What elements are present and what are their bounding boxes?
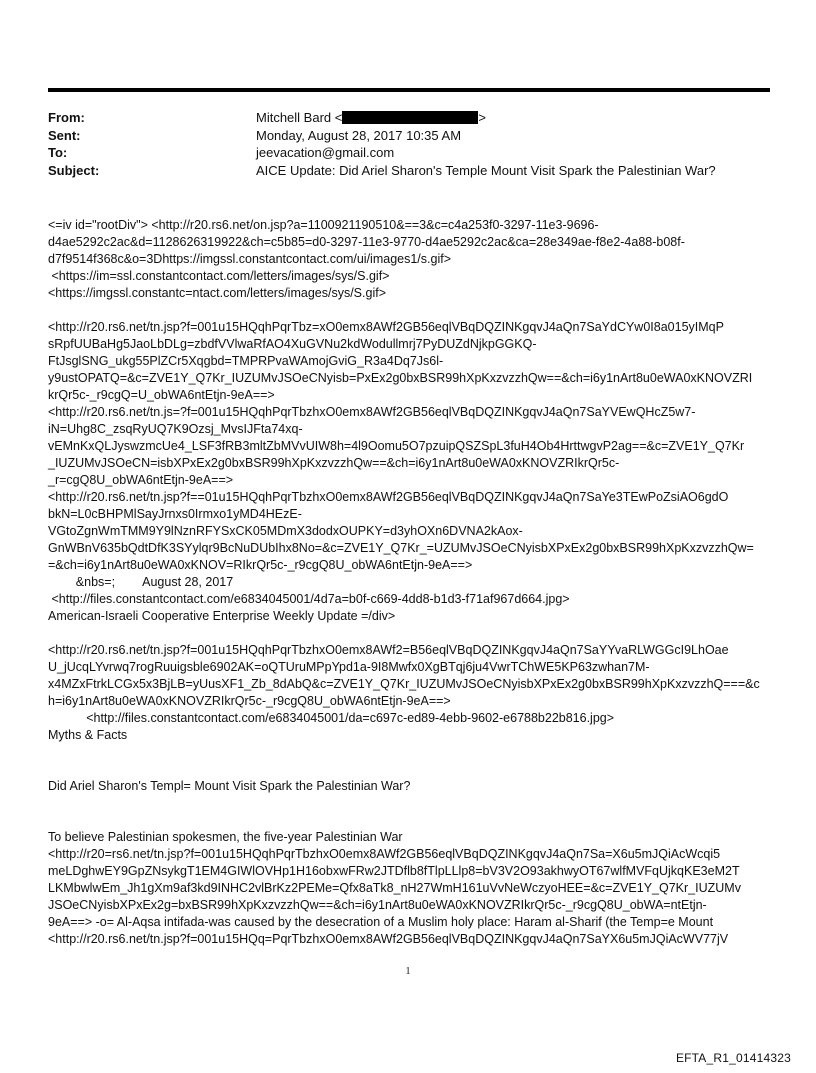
sent-label: Sent: <box>48 127 81 143</box>
body-line: U_jUcqLYvrwq7rogRuuigsble6902AK=oQTUruMPpYpd1a-9I8Mwfx0XgBTqj6ju4VwrTChWE5KP63zwhan7M- <box>48 660 650 674</box>
body-line: <http://files.constantcontact.com/e6834045001/4d7a=b0f-c669-4dd8-b1d3-f71af967d664.jpg> <box>48 592 570 606</box>
body-line: sRpfUUBaHg5JaoLbDLg=zbdfVVlwaRfAO4XuGVNu2kdWodullmrj7PyDUZdNjkpGGKQ- <box>48 337 537 351</box>
header-rule <box>48 88 770 92</box>
sent-value: Monday, August 28, 2017 10:35 AM <box>256 127 462 143</box>
from-label: From: <box>48 110 85 125</box>
body-line: FtJsglSNG_ukg55PlZCr5Xqgbd=TMPRPvaWAmojGviG_R3a4Dq7Js6l- <box>48 354 444 368</box>
body-line: =&ch=i6y1nArt8u0eWA0xKNOV=RIkrQr5c-_r9cgQ8U_obWA6ntEtjn-9eA==> <box>48 558 473 572</box>
body-line: <http://r20.rs6.net/tn.jsp?f==01u15HQqhPqrTbzhxO0emx8AWf2GB56eqlVBqDQZINKgqvJ4aQn7SaYe3TEwPoZsiAO6gdO <box>48 490 729 504</box>
document-id: EFTA_R1_01414323 <box>675 1051 791 1065</box>
body-line: Did Ariel Sharon's Templ= Mount Visit Spark the Palestinian War? <box>48 779 411 793</box>
body-line: American-Israeli Cooperative Enterprise Weekly Update =/div> <box>48 609 396 623</box>
subject-label: Subject: <box>48 162 100 178</box>
body-line: y9ustOPATQ=&c=ZVE1Y_Q7Kr_IUZUMvJSOeCNyisb=PxEx2g0bxBSR99hXpKxzvzzhQw==&ch=i6y1nArt8u0eWA0xKNOVZRI <box>48 371 753 385</box>
body-line: &nbs=; August 28, 2017 <box>48 575 234 589</box>
email-header <box>48 109 778 179</box>
body-line: 9eA==> -o= Al-Aqsa intifada-was caused by the desecration of a Muslim holy place: Haram al-Sharif (the Temp=e Mount <box>48 915 714 929</box>
body-line: krQr5c-_r9cgQ=U_obWA6ntEtjn-9eA==> <box>48 388 275 402</box>
subject-value: AICE Update: Did Ariel Sharon's Temple Mount Visit Spark the Palestinian War? <box>256 162 716 178</box>
body-line: <https://im=ssl.constantcontact.com/letters/images/sys/S.gif> <box>48 269 390 283</box>
body-line: VGtoZgnWmTMM9Y9lNznRFYSxCK05MDmX3dodxOUPKY=d3yhOXn6DVNA2kAox- <box>48 524 523 538</box>
body-line <box>48 761 778 778</box>
body-line: iN=Uhg8C_zsqRyUQ7K9Ozsj_MvsIJFta74xq- <box>48 422 303 436</box>
page-number: 1 <box>405 966 411 977</box>
redaction-box <box>342 111 478 124</box>
body-line: <http://r20=rs6.net/tn.jsp?f=001u15HQqhPqrTbzhxO0emx8AWf2GB56eqlVBqDQZINKgqvJ4aQn7Sa=X6u5mJQiAcWcqi5 <box>48 847 721 861</box>
body-line: meLDghwEY9GpZNsykgT1EM4GIWlOVHp1H16obxwFRw2JTDflb8fTlpLLlp8=bV3V2O93akhwyOT67wlfMVFqUjkqKE3eM2T <box>48 864 740 878</box>
to-label: To: <box>48 145 68 160</box>
body-line: x4MZxFtrkLCGx5x3BjLB=yUusXF1_Zb_8dAbQ&c=ZVE1Y_Q7Kr_IUZUMvJSOeCNyisbXPxEx2g0bxBSR99hXpKxzvzzhQ===&c <box>48 677 760 691</box>
to-value: jeevacation@gmail.com <box>256 145 395 160</box>
body-line: <http://r20.rs6.net/tn.jsp?f=001u15HQq=PqrTbzhxO0emx8AWf2GB56eqlVBqDQZINKgqvJ4aQn7SaYX6u5mJQiAcWV77jV <box>48 932 729 946</box>
to-row <box>48 144 778 162</box>
body-line: <http://r20.rs6.net/tn.js=?f=001u15HQqhPqrTbzhxO0emx8AWf2GB56eqlVBqDQZINKgqvJ4aQn7SaYVEwQHcZ5w7- <box>48 405 696 419</box>
body-line: vEMnKxQLJyswzmcUe4_LSF3fRB3mltZbMVvUIW8h=4l9Oomu5O7pzuipQSZSpL3fuH4Ob4HrttwgvP2ag==&c=ZVE1Y_Q7Kr <box>48 439 745 453</box>
body-line: _IUZUMvJSOeCN=isbXPxEx2g0bxBSR99hXpKxzvzzhQw==&ch=i6y1nArt8u0eWA0xKNOVZRIkrQr5c- <box>48 456 620 470</box>
body-line: Myths & Facts <box>48 728 128 742</box>
body-line <box>48 795 778 812</box>
body-line: To believe Palestinian spokesmen, the five-year Palestinian War <box>48 830 403 844</box>
body-line <box>48 302 778 319</box>
body-line: h=i6y1nArt8u0eWA0xKNOVZRIkrQr5c-_r9cgQ8U_obWA6ntEtjn-9eA==> <box>48 694 451 708</box>
body-line: <http://r20.rs6.net/tn.jsp?f=001u15HQqhPqrTbzhxO0emx8AWf2=B56eqlVBqDQZINKgqvJ4aQn7SaYYvaRLWGGcI9LhOae <box>48 643 729 657</box>
body-line <box>48 744 778 761</box>
from-close: > <box>478 110 486 125</box>
body-line: d7f9514f368c&o=3Dhttps://imgssl.constantcontact.com/ui/images1/s.gif> <box>48 252 452 266</box>
email-body <box>48 217 778 948</box>
subject-row <box>48 162 778 180</box>
body-line: LKMbwlwEm_Jh1gXm9af3kd9INHC2vlBrKz2PEMe=Qfx8aTk8_nH27WmH161uVvNeWczyoHEE=&c=ZVE1Y_Q7Kr_IUZUMv <box>48 881 741 895</box>
body-line: JSOeCNyisbXPxEx2g=bxBSR99hXpKxzvzzhQw==&ch=i6y1nArt8u0eWA0xKNOVZRIkrQr5c-_r9cgQ8U_obWA=ntEtjn- <box>48 898 707 912</box>
body-line <box>48 625 778 642</box>
from-name: Mitchell Bard < <box>256 110 343 125</box>
body-line: <http://r20.rs6.net/tn.jsp?f=001u15HQqhPqrTbz=xO0emx8AWf2GB56eqlVBqDQZINKgqvJ4aQn7SaYdCYw0I8a015yIMqP <box>48 320 724 334</box>
body-line: <https://imgssl.constantc=ntact.com/letters/images/sys/S.gif> <box>48 286 386 300</box>
body-line: d4ae5292c2ac&d=1128626319922&ch=c5b85=d0-3297-11e3-9770-d4ae5292c2ac&ca=28e349ae-f8e2-4a88-b08f- <box>48 235 685 249</box>
body-line <box>48 812 778 829</box>
body-line: _r=cgQ8U_obWA6ntEtjn-9eA==> <box>48 473 234 487</box>
body-line: bkN=L0cBHPMlSayJrnxs0Irmxo1yMD4HEzE- <box>48 507 302 521</box>
body-line: GnWBnV635bQdtDfK3SYylqr9BcNuDUbIhx8No=&c=ZVE1Y_Q7Kr_=UZUMvJSOeCNyisbXPxEx2g0bxBSR99hXpKxzvzzhQw= <box>48 541 754 555</box>
from-value <box>256 109 486 127</box>
body-line: <http://files.constantcontact.com/e6834045001/da=c697c-ed89-4ebb-9602-e6788b22b816.jpg> <box>48 711 615 725</box>
body-line: <=iv id="rootDiv"> <http://r20.rs6.net/on.jsp?a=1100921190510&==3&c=c4a253f0-3297-11e3-9696- <box>48 218 599 232</box>
sent-row <box>48 127 778 145</box>
from-row <box>48 109 778 127</box>
